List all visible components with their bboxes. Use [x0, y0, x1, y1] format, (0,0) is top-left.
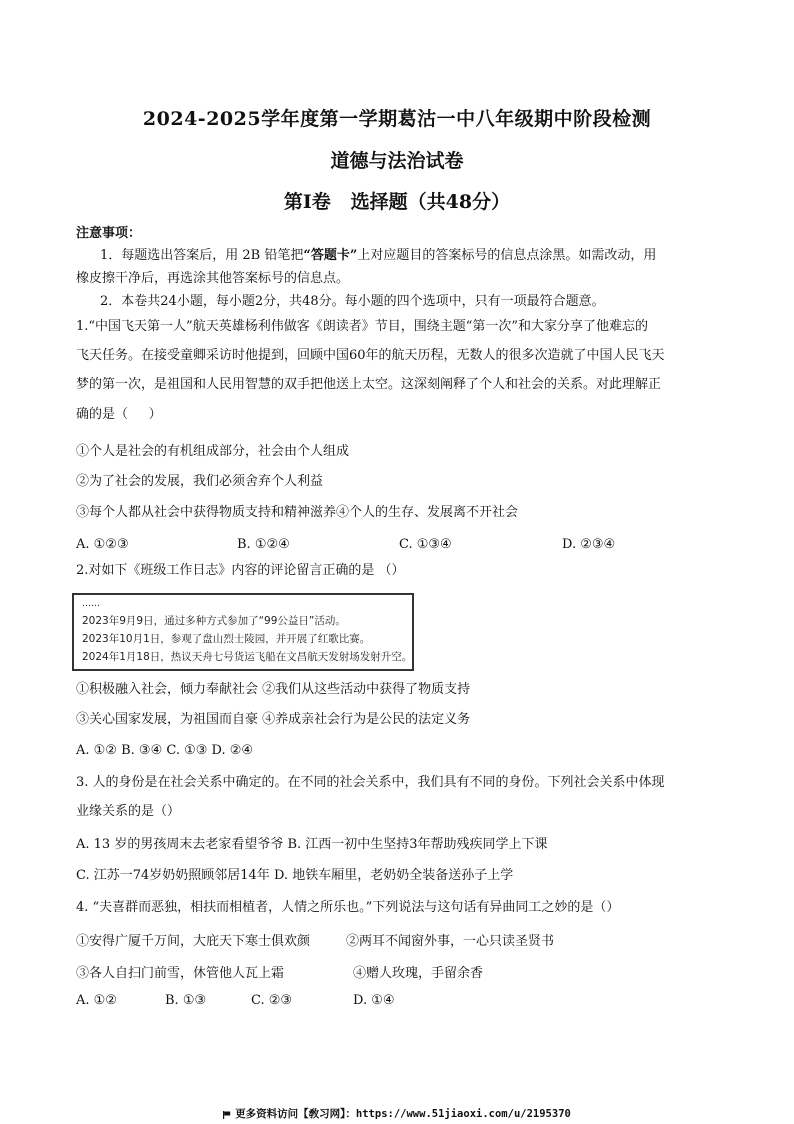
q4-statement-1: ①安得广厦千万间，大庇天下寒士俱欢颜: [76, 934, 311, 949]
q1-option-b: B. ①②④: [237, 537, 290, 552]
footer-link[interactable]: [0, 1106, 794, 1121]
q1-line-4: 确的是（ ）: [76, 407, 162, 422]
exam-subtitle: 道德与法治试卷: [330, 150, 464, 172]
q4-option-b: B. ①③: [165, 993, 207, 1008]
q2-statements-1: ①积极融入社会，倾力奉献社会 ②我们从这些活动中获得了物质支持: [76, 682, 471, 697]
q1-option-c: C. ①③④: [399, 537, 452, 552]
q1-line-2: 飞天任务。在接受童卿采访时他提到，回顾中国60年的航天历程，无数人的很多次造就了中国人民飞天: [76, 348, 665, 363]
q1-statement-2: ②为了社会的发展，我们必须舍弃个人利益: [76, 474, 324, 489]
log-ellipsis: ……: [82, 599, 100, 609]
flag-icon: [223, 1110, 231, 1118]
q3-line-1: 3. 人的身份是在社会关系中确定的。在不同的社会关系中，我们具有不同的身份。下列社会关系中体现: [76, 775, 665, 790]
log-entry-3: 2024年1月18日，热议天舟七号货运飞船在文昌航天发射场发射升空。: [82, 651, 413, 663]
q3-line-2: 业缘关系的是（）: [76, 804, 181, 819]
q2-stem: 2.对如下《班级工作日志》内容的评论留言正确的是 （）: [76, 563, 405, 578]
q1-statement-3: ③每个人都从社会中获得物质支持和精神滋养④个人的生存、发展离不开社会: [76, 505, 519, 520]
notes-item-1: [100, 247, 750, 265]
q1-line-1: 1.“中国飞天第一人”航天英雄杨利伟做客《朗读者》节目，围绕主题“第一次”和大家分享了他难忘的: [76, 319, 648, 334]
notes-item-2: 2．本卷共24小题，每小题2分，共48分。每小题的四个选项中，只有一项最符合题意。: [100, 294, 605, 309]
q4-statement-4: ④赠人玫瑰，手留余香: [353, 966, 484, 981]
q1-line-3: 梦的第一次，是祖国和人民用智慧的双手把他送上太空。这深刻阐释了个人和社会的关系。对此理解正: [76, 377, 662, 392]
notes-item-1-cont: 橡皮擦干净后，再选涂其他答案标号的信息点。: [76, 271, 350, 286]
q4-option-c: C. ②③: [251, 993, 293, 1008]
log-entry-2: 2023年10月1日，参观了盘山烈士陵园，并开展了红歌比赛。: [82, 633, 371, 645]
q4-option-d: D. ①④: [353, 993, 395, 1008]
notes-heading: 注意事项：: [76, 226, 142, 241]
exam-title: 2024-2025学年度第一学期葛沽一中八年级期中阶段检测: [142, 108, 652, 130]
q3-options-cd: C. 江苏一74岁奶奶照顾邻居14年 D. 地铁车厢里，老奶奶全装备送孙子上学: [76, 868, 514, 883]
q3-options-ab: A. 13 岁的男孩周末去老家看望爷爷 B. 江西一初中生坚持3年帮助残疾同学上下课: [76, 837, 548, 852]
section-title: 第Ⅰ卷 选择题（共48分）: [283, 191, 511, 213]
footer-text[interactable]: 更多资料访问【敎习网】：https://www.51jiaoxi.com/u/2195370: [235, 1108, 571, 1120]
q4-statement-3: ③各人自扫门前雪，休管他人瓦上霜: [76, 966, 285, 981]
notes-item-1-text-cont: 上对应题目的答案标号的信息点涂黑。如需改动，用: [357, 248, 657, 263]
q1-statement-1: ①个人是社会的有机组成部分，社会由个人组成: [76, 444, 350, 459]
q2-options: A. ①② B. ③④ C. ①③ D. ②④: [76, 743, 254, 758]
answer-card-term: “答题卡”: [303, 248, 358, 263]
q4-statement-2: ②两耳不闻窗外事，一心只读圣贤书: [346, 934, 555, 949]
q1-option-d: D. ②③④: [562, 537, 616, 552]
log-entry-1: 2023年9月9日，通过多种方式参加了“99公益日”活动。: [82, 615, 346, 627]
q4-stem: 4. “夫喜群而恶独，相扶而相植者，人情之所乐也。”下列说法与这句话有异曲同工之妙的是（）: [76, 900, 620, 915]
q4-option-a: A. ①②: [76, 993, 117, 1008]
notes-item-1-text: 1．每题选出答案后，用 2B 铅笔把: [100, 248, 304, 263]
q1-option-a: A. ①②③: [76, 537, 129, 552]
q2-statements-2: ③关心国家发展，为祖国而自豪 ④养成亲社会行为是公民的法定义务: [76, 712, 471, 727]
class-work-log-image: [72, 593, 414, 671]
